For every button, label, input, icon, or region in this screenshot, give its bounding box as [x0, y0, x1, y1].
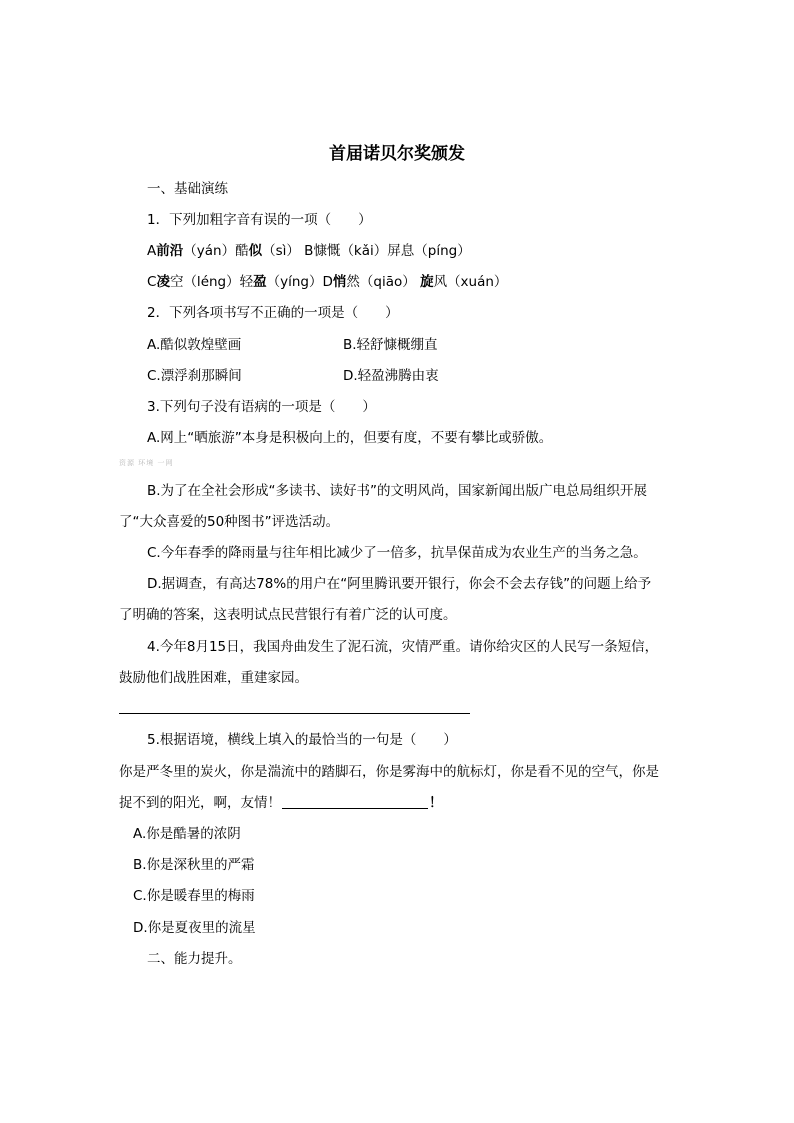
bold-word: 盈 — [253, 274, 267, 290]
question-2-option-a: A.酷似敦煌壁画 — [147, 337, 242, 353]
question-1-options-cd — [147, 272, 507, 292]
text-segment: 捉不到的阳光，啊，友情！ — [119, 795, 281, 811]
pinyin: （léng） — [183, 274, 240, 290]
question-2-option-c: C.漂浮刹那瞬间 — [147, 368, 242, 384]
question-3-option-b-line1: B.为了在全社会形成“多读书、读好书”的文明风尚，国家新闻出版广电总局组织开展 — [147, 483, 648, 499]
word: 风 — [433, 274, 448, 290]
option-d-label: D — [322, 274, 333, 290]
section-heading-basic: 一、基础演练 — [147, 181, 228, 197]
option-a-label: A — [147, 243, 157, 259]
question-3-option-c: C.今年春季的降雨量与往年相比减少了一倍多，抗旱保苗成为农业生产的当务之急。 — [147, 545, 647, 561]
bold-word: 悄 — [332, 274, 347, 290]
answer-line — [119, 713, 470, 714]
pinyin: （sì） — [262, 243, 300, 259]
fill-in-blank — [282, 794, 428, 809]
question-1-stem: 1．下列加粗字音有误的一项（ ） — [147, 212, 372, 228]
word: 慷慨 — [313, 243, 341, 259]
option-c-label: C — [147, 274, 157, 290]
bold-word: 似 — [248, 243, 263, 259]
page-title: 首届诺贝尔奖颁发 — [329, 144, 465, 164]
word: 酷 — [235, 243, 249, 259]
word: 然 — [346, 274, 360, 290]
pinyin: （kǎi） — [340, 243, 388, 259]
word: 屏息 — [387, 243, 415, 259]
question-5-option-a: A.你是酷暑的浓阴 — [133, 826, 241, 842]
pinyin: （yíng） — [266, 274, 323, 290]
question-5-stem: 5.根据语境，横线上填入的最恰当的一句是（ ） — [147, 732, 457, 748]
question-4-line1: 4.今年8月15日，我国舟曲发生了泥石流，灾情严重。请你给灾区的人民写一条短信， — [147, 639, 659, 655]
bold-word: 前沿 — [156, 243, 184, 259]
pinyin: （qiāo） — [359, 274, 416, 290]
bold-word: 凌 — [156, 274, 170, 290]
section-heading-advanced: 二、能力提升。 — [147, 951, 242, 967]
question-3-option-d-line1: D.据调查，有高达78%的用户在“阿里腾讯要开银行，你会不会去存钱”的问题上给予 — [147, 576, 652, 592]
question-1-options-ab — [147, 241, 471, 261]
question-2-stem: 2．下列各项书写不正确的一项是（ ） — [147, 305, 399, 321]
pinyin: （xuán） — [447, 274, 508, 290]
question-3-option-b-line2: 了“大众喜爱的50种图书”评选活动。 — [119, 514, 340, 530]
question-3-stem: 3.下列句子没有语病的一项是（ ） — [147, 399, 376, 415]
question-4-line2: 鼓励他们战胜困难，重建家园。 — [119, 670, 308, 686]
question-5-text-line1: 你是严冬里的炭火，你是湍流中的踏脚石，你是雾海中的航标灯，你是看不见的空气，你是 — [119, 764, 659, 780]
question-5-option-c: C.你是暖春里的梅雨 — [133, 888, 255, 904]
watermark-text: 资源 环境 一网 — [119, 459, 174, 467]
question-5-option-d: D.你是夏夜里的流星 — [133, 920, 256, 936]
question-3-option-d-line2: 了明确的答案，这表明试点民营银行有着广泛的认可度。 — [119, 607, 457, 623]
word: 轻 — [239, 274, 254, 290]
question-2-option-b: B.轻舒慷概绷直 — [343, 337, 438, 353]
option-b-label: B — [304, 243, 314, 259]
pinyin: （yán） — [183, 243, 236, 259]
bold-word: 旋 — [420, 274, 434, 290]
text-segment: ！ — [429, 795, 443, 811]
word: 空 — [169, 274, 184, 290]
question-2-option-d: D.轻盈沸腾由衷 — [343, 368, 439, 384]
question-5-option-b: B.你是深秋里的严霜 — [133, 857, 255, 873]
question-5-text-line2 — [119, 793, 443, 813]
pinyin: （píng） — [414, 243, 471, 259]
question-3-option-a: A.网上“晒旅游”本身是积极向上的，但要有度，不要有攀比或骄傲。 — [147, 430, 553, 446]
